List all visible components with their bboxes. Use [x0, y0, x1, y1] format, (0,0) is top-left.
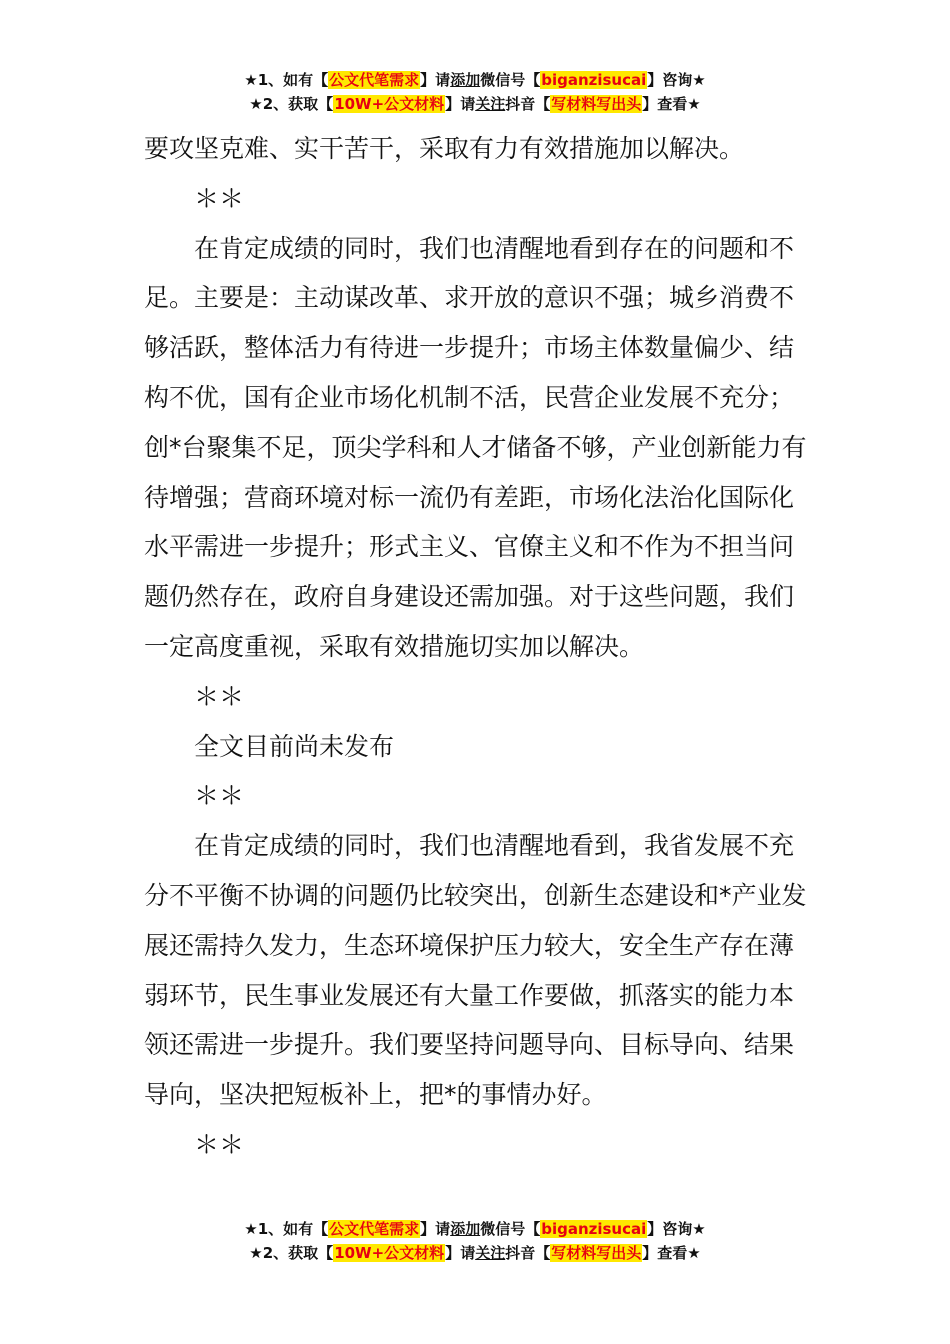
paragraph-problems: 在肯定成绩的同时，我们也清醒地看到存在的问题和不足。主要是：主动谋改革、求开放的意识不强；城乡消费不够活跃，整体活力有待进一步提升；市场主体数量偏少、结构不优，国有企业市场化机制不活，民营企业发展不充分；创*台聚集不足，顶尖学科和人才储备不够，产业创新能力有待增强；营商环境对标一流仍有差距，市场化法治化国际化水平需进一步提升；形式主义、官僚主义和不作为不担当问题仍然存在，政府自身建设还需加强。对于这些问题，我们一定高度重视，采取有效措施切实加以解决。	[144, 233, 807, 661]
section-separator: ＊＊	[194, 681, 245, 711]
footer-banner	[0, 1217, 950, 1265]
banner-line-1: ★1、如有【公文代笔需求】请添加微信号【biganzisucai】咨询★	[244, 1220, 706, 1238]
highlight-douyin: 写材料写出头	[551, 95, 642, 113]
section-separator: ＊＊	[194, 1129, 245, 1159]
highlight-service: 公文代笔需求	[329, 71, 420, 89]
highlight-service: 公文代笔需求	[329, 1220, 420, 1238]
header-banner	[0, 68, 950, 116]
highlight-wechat-id: biganzisucai	[541, 1220, 647, 1238]
highlight-douyin: 写材料写出头	[551, 1244, 642, 1262]
section-separator: ＊＊	[194, 183, 245, 213]
banner-line-2: ★2、获取【10W+公文材料】请关注抖音【写材料写出头】查看★	[249, 1244, 701, 1262]
document-body	[144, 124, 812, 1170]
banner-line-2: ★2、获取【10W+公文材料】请关注抖音【写材料写出头】查看★	[249, 95, 701, 113]
highlight-materials: 10W+公文材料	[334, 1244, 445, 1262]
paragraph-continuation: 要攻坚克难、实干苦干，采取有力有效措施加以解决。	[144, 134, 745, 163]
paragraph-not-published: 全文目前尚未发布	[194, 731, 395, 761]
section-separator: ＊＊	[194, 781, 245, 811]
banner-line-1: ★1、如有【公文代笔需求】请添加微信号【biganzisucai】咨询★	[244, 71, 706, 89]
highlight-wechat-id: biganzisucai	[541, 71, 647, 89]
highlight-materials: 10W+公文材料	[334, 95, 445, 113]
paragraph-province-problems: 在肯定成绩的同时，我们也清醒地看到，我省发展不充分不平衡不协调的问题仍比较突出，创新生态建设和*产业发展还需持久发力，生态环境保护压力较大，安全生产存在薄弱环节，民生事业发展还有大量工作要做，抓落实的能力本领还需进一步提升。我们要坚持问题导向、目标导向、结果导向，坚决把短板补上，把*的事情办好。	[144, 831, 807, 1110]
